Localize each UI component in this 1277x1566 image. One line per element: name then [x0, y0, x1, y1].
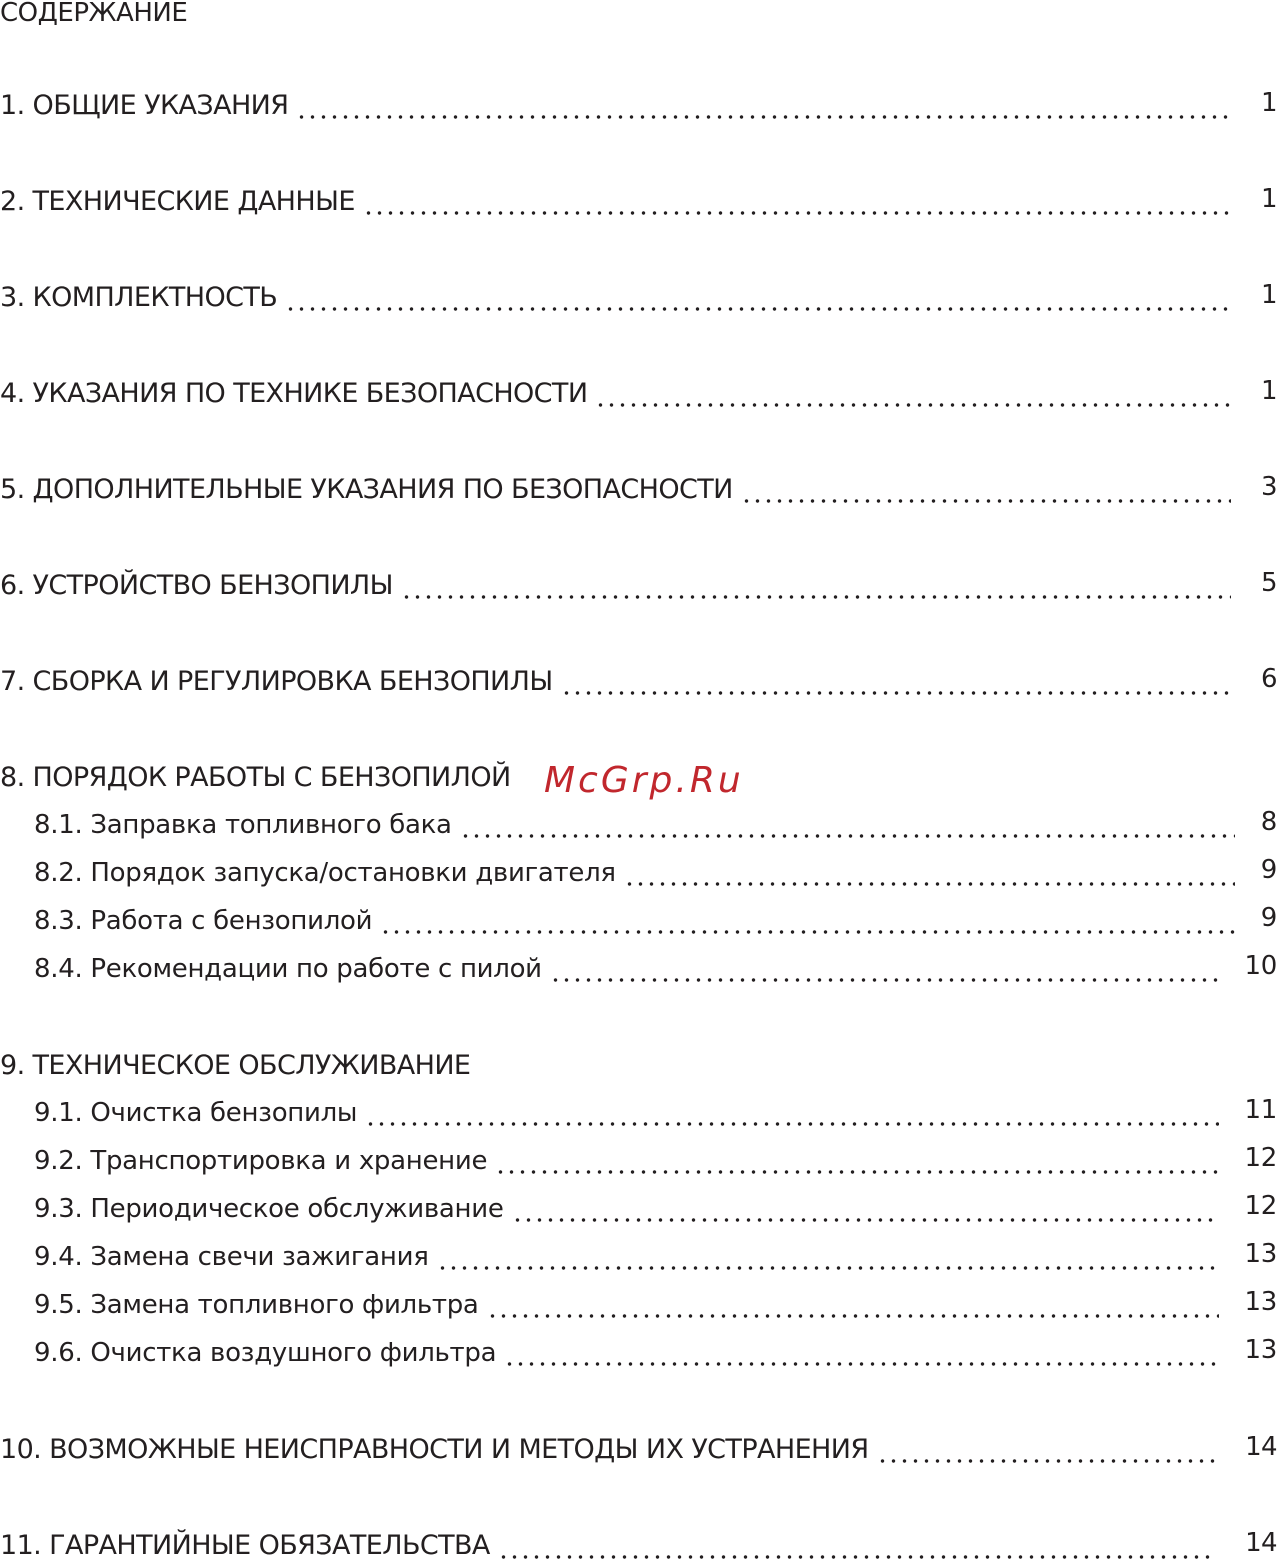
- toc-page-number: 11: [1244, 1095, 1277, 1125]
- toc-page-number: 1: [1261, 280, 1277, 310]
- toc-entry-label: 9.5. Замена топливного фильтра: [34, 1290, 479, 1320]
- toc-entry-label: 10. ВОЗМОЖНЫЕ НЕИСПРАВНОСТИ И МЕТОДЫ ИХ УСТРАНЕНИЯ: [0, 1434, 869, 1465]
- toc-subentry-8-2[interactable]: [34, 855, 1277, 892]
- toc-subentry-9-2[interactable]: [34, 1143, 1277, 1180]
- dot-leader: [495, 1170, 1218, 1174]
- toc-entry-label: 9.1. Очистка бензопилы: [34, 1098, 358, 1128]
- dot-leader: [561, 691, 1231, 695]
- toc-page-number: 8: [1260, 807, 1277, 837]
- dot-leader: [285, 307, 1231, 311]
- toc-subentry-9-6[interactable]: [34, 1335, 1277, 1372]
- toc-page-number: 1: [1261, 184, 1277, 214]
- toc-entry-9[interactable]: [0, 1050, 1277, 1086]
- toc-entry-label: 9.4. Замена свечи зажигания: [34, 1242, 429, 1272]
- toc-entry-label: 4. УКАЗАНИЯ ПО ТЕХНИКЕ БЕЗОПАСНОСТИ: [0, 378, 588, 409]
- toc-entry-label: 8.3. Работа с бензопилой: [34, 906, 373, 936]
- toc-entry-7[interactable]: [0, 666, 1277, 702]
- toc-entry-label: 2. ТЕХНИЧЕСКИЕ ДАННЫЕ: [0, 186, 355, 217]
- watermark: McGrp.Ru: [544, 760, 744, 801]
- toc-entry-5[interactable]: [0, 474, 1277, 510]
- page-title: СОДЕРЖАНИЕ: [0, 0, 188, 28]
- toc-page-number: 13: [1244, 1335, 1277, 1365]
- toc-page-number: 1: [1261, 376, 1277, 406]
- dot-leader: [460, 834, 1235, 838]
- toc-subentry-8-4[interactable]: [34, 951, 1277, 988]
- toc-entry-4[interactable]: [0, 378, 1277, 414]
- toc-page-number: 9: [1260, 855, 1277, 885]
- dot-leader: [512, 1218, 1219, 1222]
- toc-entry-label: 9.3. Периодическое обслуживание: [34, 1194, 504, 1224]
- toc-entry-label: 9.6. Очистка воздушного фильтра: [34, 1338, 497, 1368]
- toc-entry-label: 8.2. Порядок запуска/остановки двигателя: [34, 858, 616, 888]
- toc-entry-11[interactable]: [0, 1530, 1277, 1566]
- toc-entry-label: 1. ОБЩИЕ УКАЗАНИЯ: [0, 90, 289, 121]
- dot-leader: [504, 1362, 1218, 1366]
- toc-page-number: 13: [1244, 1287, 1277, 1317]
- dot-leader: [487, 1314, 1219, 1318]
- dot-leader: [365, 1122, 1218, 1126]
- toc-entry-label: 5. ДОПОЛНИТЕЛЬНЫЕ УКАЗАНИЯ ПО БЕЗОПАСНОСТИ: [0, 474, 733, 505]
- toc-subentry-8-3[interactable]: [34, 903, 1277, 940]
- toc-subentry-9-5[interactable]: [34, 1287, 1277, 1324]
- toc-page-number: 12: [1244, 1143, 1277, 1173]
- toc-subentry-9-3[interactable]: [34, 1191, 1277, 1228]
- dot-leader: [877, 1459, 1216, 1463]
- dot-leader: [550, 978, 1219, 982]
- dot-leader: [624, 882, 1235, 886]
- dot-leader: [363, 211, 1231, 215]
- dot-leader: [401, 595, 1231, 599]
- dot-leader: [595, 403, 1231, 407]
- dot-leader: [380, 930, 1235, 934]
- toc-page-number: 10: [1244, 951, 1277, 981]
- toc-entry-3[interactable]: [0, 282, 1277, 318]
- toc-page-number: 12: [1244, 1191, 1277, 1221]
- toc-entry-label: 8.1. Заправка топливного бака: [34, 810, 452, 840]
- toc-entry-label: 9. ТЕХНИЧЕСКОЕ ОБСЛУЖИВАНИЕ: [0, 1050, 471, 1081]
- dot-leader: [296, 115, 1231, 119]
- toc-entry-label: 8. ПОРЯДОК РАБОТЫ С БЕНЗОПИЛОЙ: [0, 762, 511, 793]
- toc-page-number: 13: [1244, 1239, 1277, 1269]
- dot-leader: [498, 1555, 1215, 1559]
- toc-entry-label: 3. КОМПЛЕКТНОСТЬ: [0, 282, 278, 313]
- toc-page-number: 14: [1245, 1528, 1277, 1558]
- toc-entry-2[interactable]: [0, 186, 1277, 222]
- toc-entry-10[interactable]: [0, 1434, 1277, 1470]
- toc-entry-label: 6. УСТРОЙСТВО БЕНЗОПИЛЫ: [0, 570, 393, 601]
- toc-page-number: 14: [1245, 1432, 1277, 1462]
- toc-page-number: 3: [1261, 472, 1277, 502]
- toc-entry-label: 7. СБОРКА И РЕГУЛИРОВКА БЕНЗОПИЛЫ: [0, 666, 553, 697]
- toc-page-number: 6: [1261, 664, 1277, 694]
- toc-page-number: 5: [1261, 568, 1277, 598]
- toc-entry-label: 8.4. Рекомендации по работе с пилой: [34, 954, 542, 984]
- toc-entry-1[interactable]: [0, 90, 1277, 126]
- toc-page-number: 9: [1260, 903, 1277, 933]
- toc-entry-label: 11. ГАРАНТИЙНЫЕ ОБЯЗАТЕЛЬСТВА: [0, 1530, 490, 1561]
- toc-subentry-8-1[interactable]: [34, 807, 1277, 844]
- toc-entry-6[interactable]: [0, 570, 1277, 606]
- toc-page-number: 1: [1261, 88, 1277, 118]
- toc-subentry-9-4[interactable]: [34, 1239, 1277, 1276]
- toc-subentry-9-1[interactable]: [34, 1095, 1277, 1132]
- dot-leader: [741, 499, 1231, 503]
- toc-entry-label: 9.2. Транспортировка и хранение: [34, 1146, 488, 1176]
- dot-leader: [437, 1266, 1219, 1270]
